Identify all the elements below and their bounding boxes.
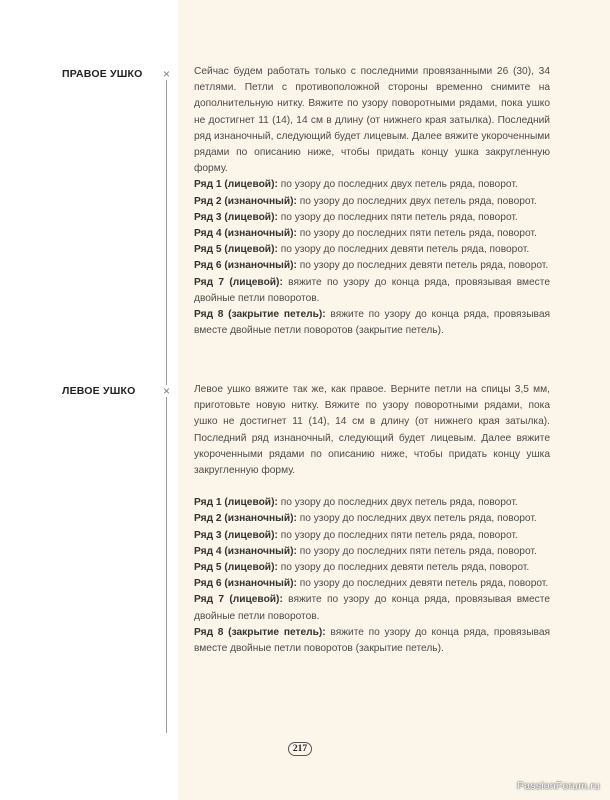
- row-text: по узору до последних двух петель ряда, поворот.: [277, 179, 518, 191]
- row-text: вяжите по узору до конца ряда, провязывая вместе двойные петли поворотов.: [194, 276, 550, 304]
- cross-marker-icon: ×: [162, 384, 170, 398]
- row-label: Ряд 1 (лицевой):: [194, 497, 278, 509]
- row-label: Ряд 4 (изнаночный):: [194, 545, 297, 557]
- pattern-row: [194, 307, 550, 339]
- row-text: по узору до последних пяти петель ряда, поворот.: [277, 211, 518, 223]
- row-label: Ряд 3 (лицевой):: [194, 529, 278, 541]
- row-label: Ряд 2 (изнаночный):: [194, 513, 297, 525]
- row-text: по узору до последних пяти петель ряда, поворот.: [296, 228, 537, 240]
- pattern-row: [194, 511, 550, 527]
- row-text: по узору до последних пяти петель ряда, поворот.: [277, 529, 518, 541]
- row-label: Ряд 5 (лицевой):: [194, 244, 278, 256]
- pattern-row: [194, 242, 550, 258]
- watermark: PassionForum.ru: [517, 780, 600, 792]
- row-label: Ряд 5 (лицевой):: [194, 562, 278, 574]
- row-text: по узору до последних двух петель ряда, поворот.: [296, 513, 537, 525]
- row-label: Ряд 7 (лицевой):: [194, 276, 283, 288]
- pattern-row: [194, 177, 550, 193]
- page-number: 217: [288, 742, 312, 756]
- cross-marker-icon: ×: [162, 67, 170, 81]
- pattern-row: [194, 592, 550, 624]
- row-label: Ряд 4 (изнаночный):: [194, 228, 297, 240]
- section-body-right-ear: [194, 64, 550, 339]
- pattern-row: [194, 258, 550, 274]
- row-text: по узору до последних девяти петель ряда, поворот.: [296, 578, 549, 590]
- pattern-row: [194, 528, 550, 544]
- row-text: по узору до последних двух петель ряда, поворот.: [277, 497, 518, 509]
- pattern-row: [194, 226, 550, 242]
- pattern-row: [194, 576, 550, 592]
- section-intro: Левое ушко вяжите так же, как правое. Верните петли на спицы 3,5 мм, приготовьте новую нитку. Вяжите по узору поворотными рядами, пока ушко не достигнет 11 (14), 14 см в длину (от нижнего края затылка). Последний ряд изнаночный, следующий будет лицевым. Далее вяжите укороченными рядами по описанию ниже, чтобы придать концу ушка закругленную форму.: [194, 384, 550, 477]
- row-label: Ряд 3 (лицевой):: [194, 211, 278, 223]
- section-body-left-ear: [194, 382, 550, 657]
- row-label: Ряд 1 (лицевой):: [194, 179, 278, 191]
- section-title-left-ear: ЛЕВОЕ УШКО: [62, 385, 136, 397]
- pattern-row: [194, 275, 550, 307]
- row-text: вяжите по узору до конца ряда, провязывая вместе двойные петли поворотов (закрытие петель).: [194, 309, 551, 337]
- pattern-row: [194, 495, 550, 511]
- row-label: Ряд 6 (изнаночный):: [194, 260, 297, 272]
- row-text: вяжите по узору до конца ряда, провязывая вместе двойные петли поворотов.: [194, 594, 550, 622]
- pattern-row: [194, 625, 550, 657]
- row-label: Ряд 6 (изнаночный):: [194, 578, 297, 590]
- pattern-row: [194, 544, 550, 560]
- pattern-row: [194, 194, 550, 210]
- pattern-row: [194, 210, 550, 226]
- row-text: по узору до последних девяти петель ряда, поворот.: [296, 260, 549, 272]
- section-intro: Сейчас будем работать только с последними провязанными 26 (30), 34 петлями. Петли с противоположной стороны временно снимите на дополнительную нитку. Вяжите по узору поворотными рядами, пока ушко не достигнет 11 (14), 14 см в длину (от нижнего края затылка). Последний ряд изнаночный, следующий будет лицевым. Далее вяжите укороченными рядами по описанию ниже, чтобы придать концу ушка закругленную форму.: [194, 66, 550, 175]
- row-label: Ряд 2 (изнаночный):: [194, 195, 297, 207]
- row-label: Ряд 7 (лицевой):: [194, 594, 283, 606]
- row-text: вяжите по узору до конца ряда, провязывая вместе двойные петли поворотов (закрытие петель).: [194, 626, 551, 655]
- row-text: по узору до последних пяти петель ряда, поворот.: [296, 545, 537, 557]
- row-text: по узору до последних девяти петель ряда, поворот.: [277, 244, 530, 256]
- row-text: по узору до последних девяти петель ряда, поворот.: [277, 562, 530, 574]
- margin-rule: [166, 68, 167, 733]
- row-label: Ряд 8 (закрытие петель):: [194, 626, 326, 638]
- row-text: по узору до последних двух петель ряда, поворот.: [296, 195, 537, 207]
- pattern-row: [194, 560, 550, 576]
- section-title-right-ear: ПРАВОЕ УШКО: [62, 68, 143, 80]
- paragraph-gap: [194, 479, 550, 495]
- row-label: Ряд 8 (закрытие петель):: [194, 309, 326, 321]
